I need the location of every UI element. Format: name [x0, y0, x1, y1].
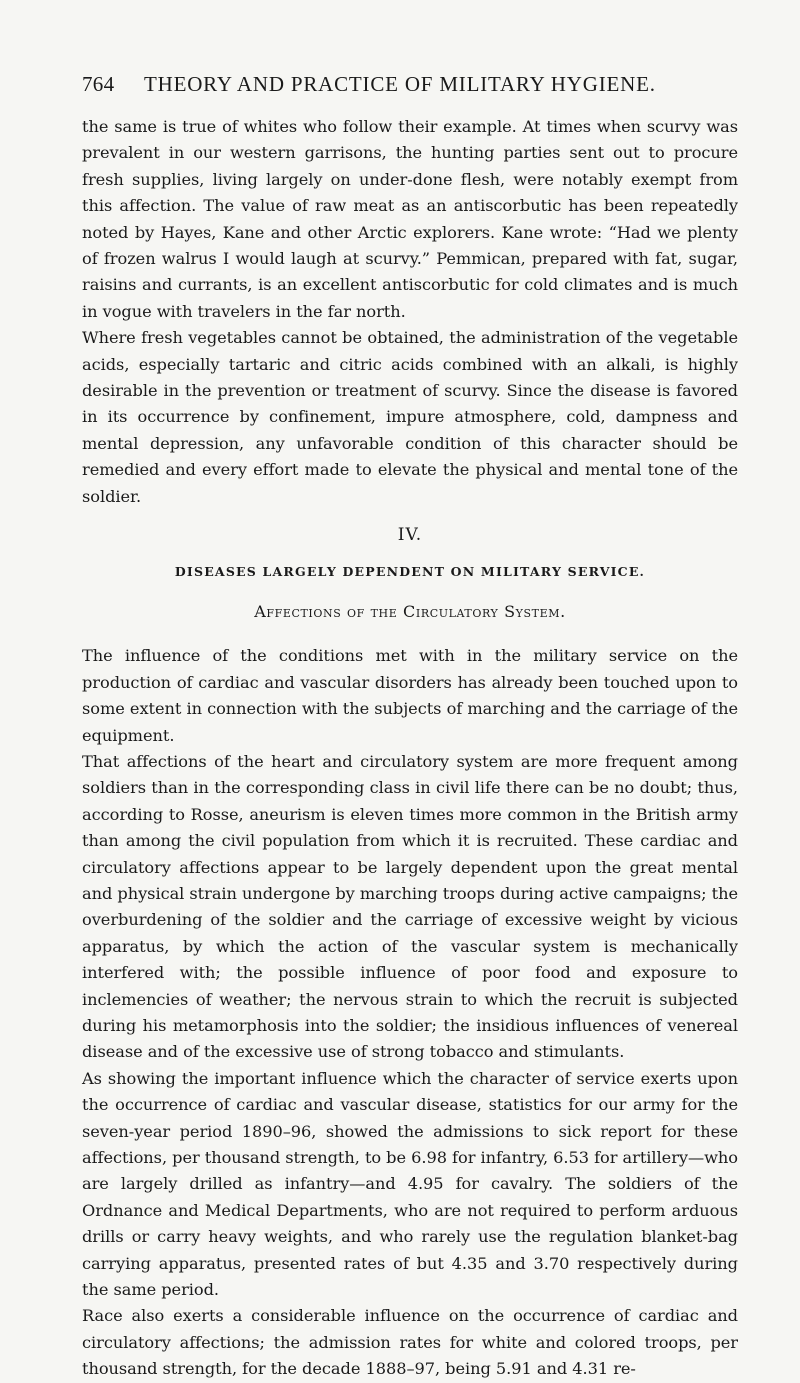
paragraph: As showing the important influence which the character of service exerts upon the occurrence of cardiac and vascular disease, statistics for our army for the seven-year period 1890–96, showed the admissions to sick report for these affections, per thousand strength, to be 6.98 for infantry, 6.53 for artillery—who are largely drilled as infantry—and 4.95 for cavalry. The soldiers of the Ordnance and Medical Departments, who are not required to perform arduous drills or carry heavy weights, and who rarely use the regulation blanket-bag carrying apparatus, presented rates of but 4.35 and 3.70 respectively during the same period. [82, 1068, 738, 1300]
section-number: IV. [397, 525, 423, 546]
page-header-title: THEORY AND PRACTICE OF MILITARY HYGIENE. [144, 72, 656, 96]
body-text [82, 114, 738, 1383]
book-page [82, 72, 738, 1383]
subsection-title: Affections of the Circulatory System. [254, 601, 566, 621]
paragraph: the same is true of whites who follow their example. At times when scurvy was prevalent in our western garrisons, the hunting parties sent out to procure fresh supplies, living largely on under-done flesh, were notably exempt from this affection. The value of raw meat as an antiscorbutic has been repeatedly noted by Hayes, Kane and other Arctic explorers. Kane wrote: “Had we plenty of frozen walrus I would laugh at scurvy.” Pemmican, prepared with fat, sugar, raisins and currants, is an excellent antiscorbutic for cold climates and is much in vogue with travelers in the far north. [82, 117, 738, 321]
paragraph: Race also exerts a considerable influence on the occurrence of cardiac and circulatory affections; the admission rates for white and colored troops, per thousand strength, for the decade 1888–97, being 5.91 and 4.31 re- [82, 1306, 738, 1379]
running-head [82, 72, 738, 97]
paragraph: That affections of the heart and circulatory system are more frequent among soldiers than in the corresponding class in civil life there can be no doubt; thus, according to Rosse, aneurism is eleven times more common in the British army than among the civil population from which it is recruited. These cardiac and circulatory affections appear to be largely dependent upon the great mental and physical strain undergone by marching troops during active campaigns; the overburdening of the soldier and the carriage of excessive weight by vicious apparatus, by which the action of the vascular system is mechanically interfered with; the possible influence of poor food and exposure to inclemencies of weather; the nervous strain to which the recruit is subjected during his metamorphosis into the soldier; the insidious influences of venereal disease and of the excessive use of strong tobacco and stimulants. [82, 751, 738, 1062]
paragraph: Where fresh vegetables cannot be obtained, the administration of the vegetable acids, especially tartaric and citric acids combined with an alkali, is highly desirable in the prevention or treatment of scurvy. Since the disease is favored in its occurrence by confinement, impure atmosphere, cold, dampness and mental depression, any unfavorable condition of this character should be remedied and every effort made to elevate the physical and mental tone of the soldier. [82, 328, 738, 506]
paragraph: The influence of the conditions met with in the military service on the production of cardiac and vascular disorders has already been touched upon to some extent in connection with the subjects of marching and the carriage of the equipment. [82, 646, 738, 745]
page-number: 764 [82, 72, 115, 96]
section-title: DISEASES LARGELY DEPENDENT ON MILITARY SERVICE. [174, 563, 646, 579]
